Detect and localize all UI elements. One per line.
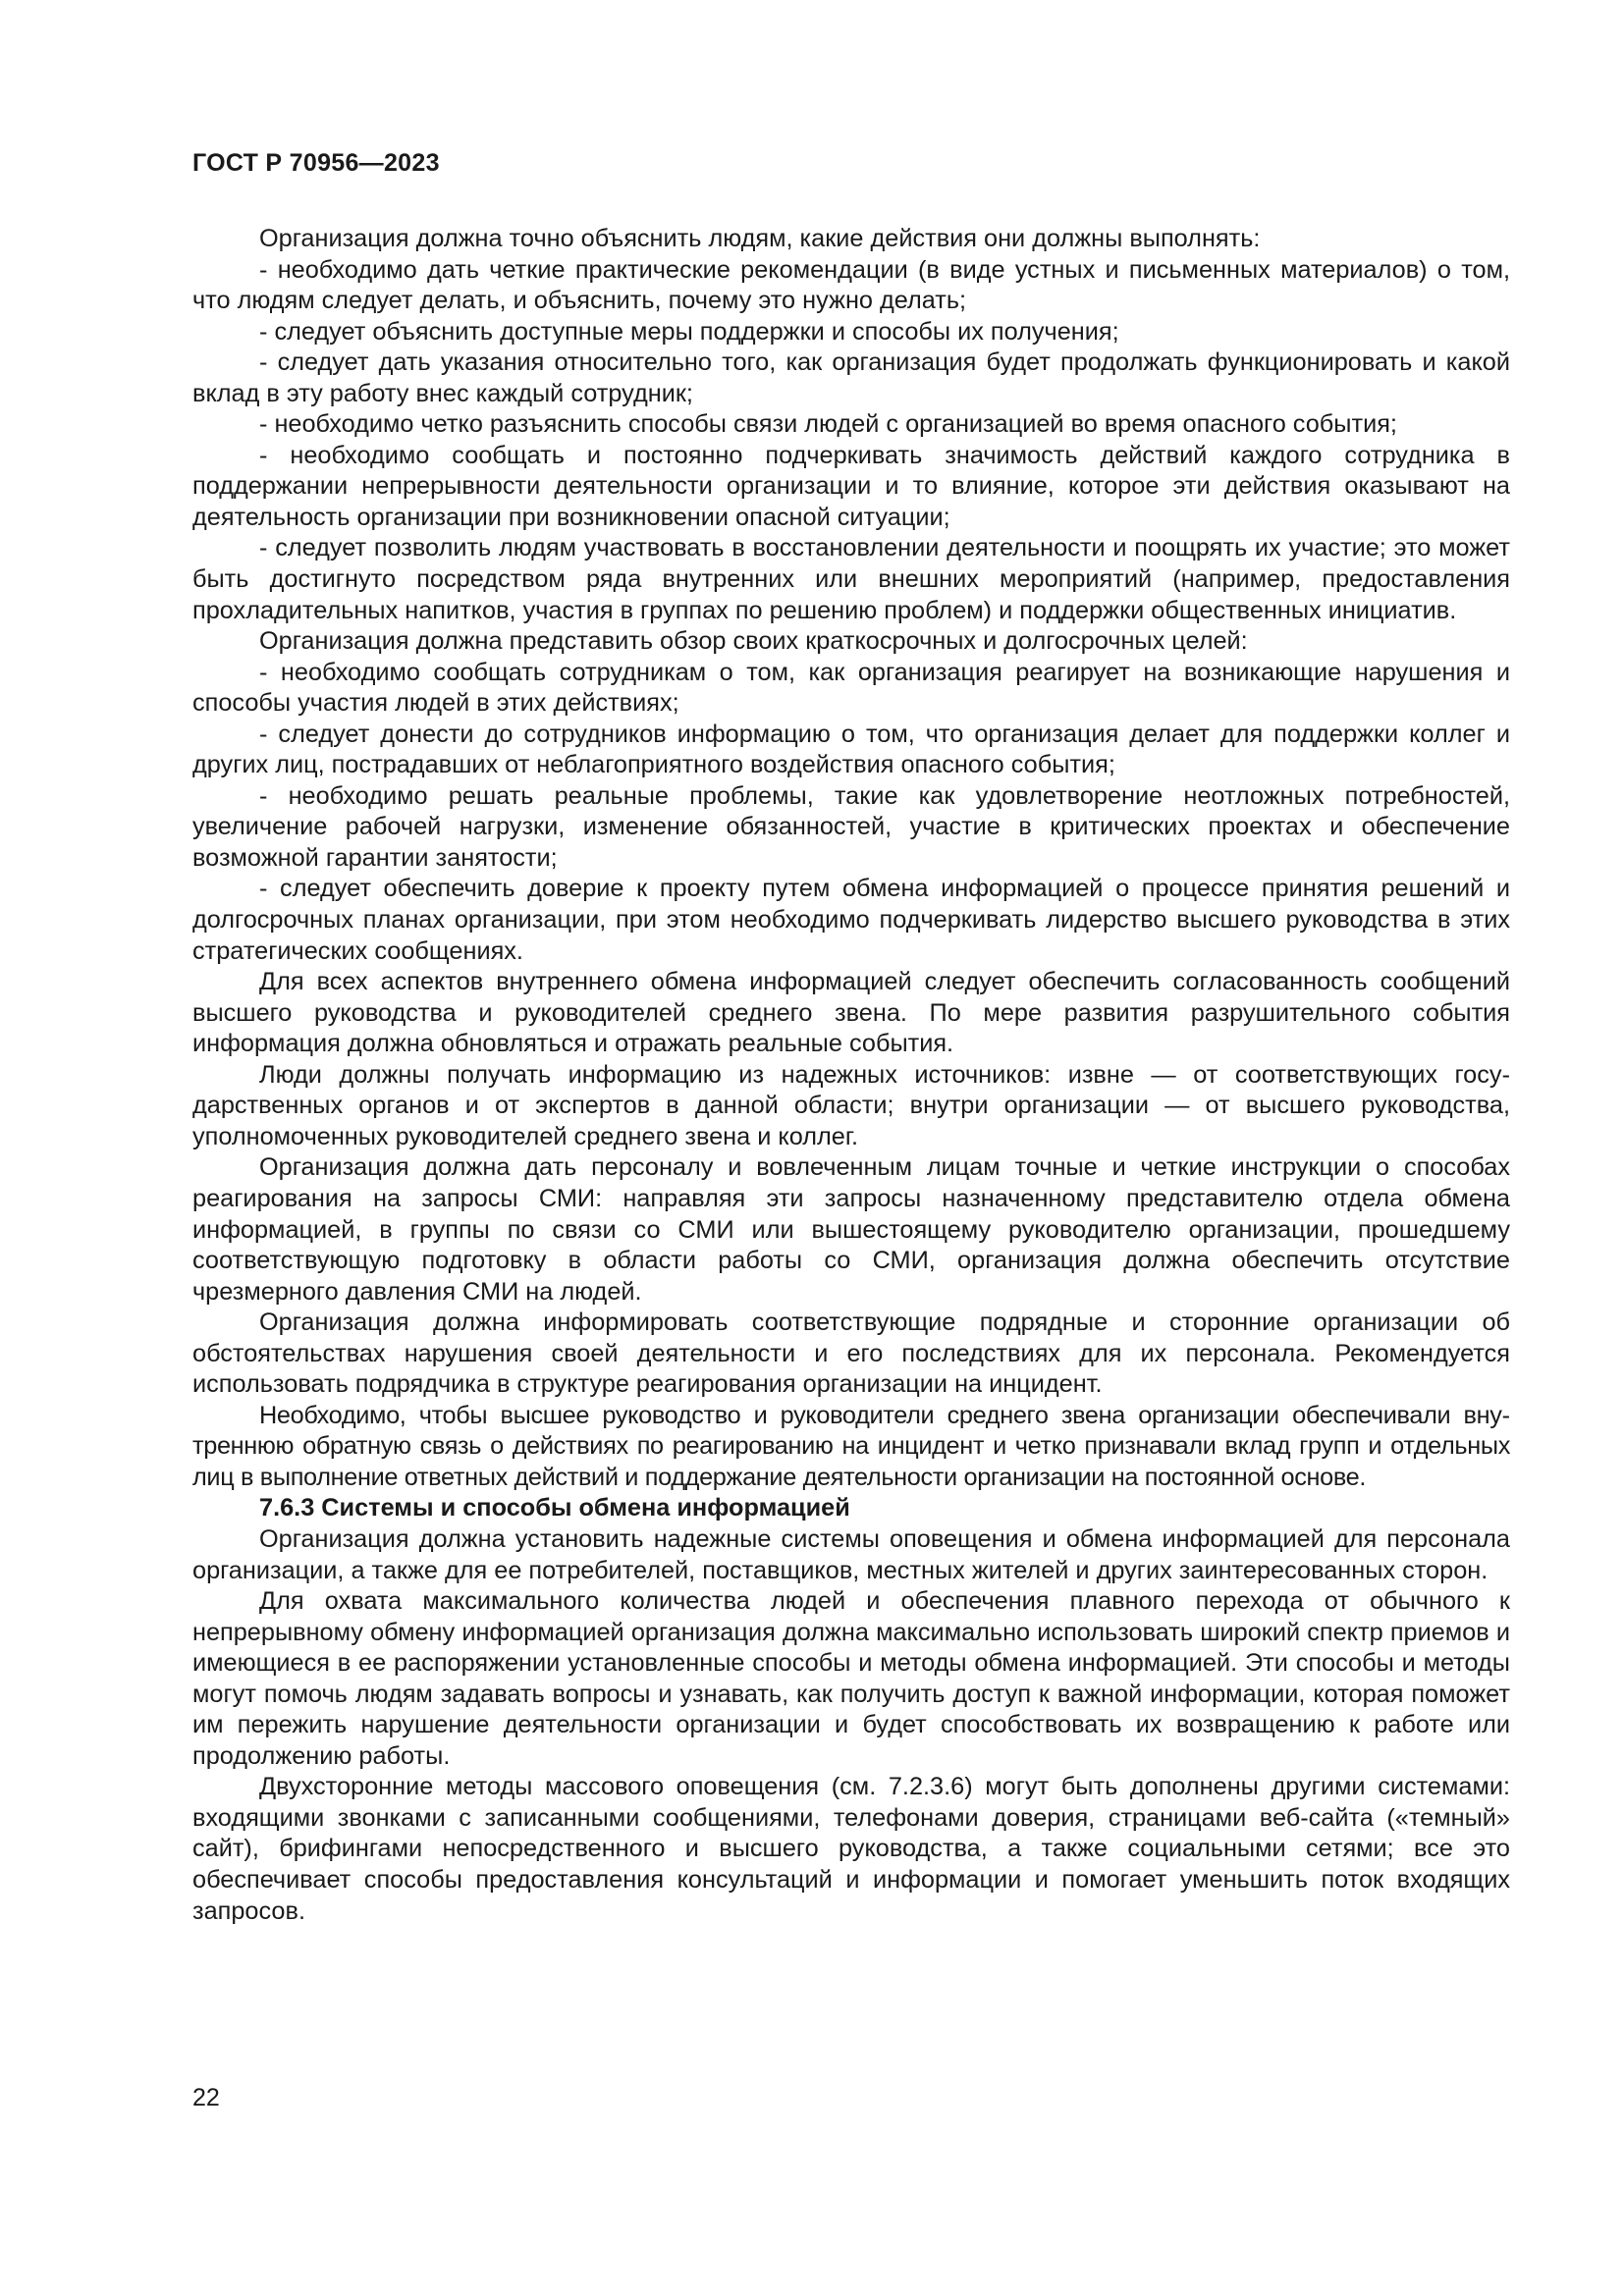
paragraph: Для всех аспектов внутреннего обмена информацией следует обеспечить согласованность сообщений высшего руководства и руководителей среднего звена. По мере развития разрушительного события информация должна обновляться и отражать реальные события. bbox=[192, 968, 1510, 1058]
document-header: ГОСТ Р 70956—2023 bbox=[192, 149, 440, 177]
list-item: - необходимо сообщать сотрудникам о том, как организация реагирует на возникающие нарушения и способы участия людей в этих действиях; bbox=[192, 658, 1510, 718]
paragraph: Для охвата максимального количества людей и обеспечения плавного перехода от обычного к непрерывному обмену информацией организация должна максимально использовать широкий спектр приемов и имеющиеся в ее распоряжении установленные способы и методы обмена информацией. Эти способы и методы могут помочь людям задавать вопросы и узнавать, как получить доступ к важной информации, которая поможет им пережить нарушение деятельности организации и будет способствовать их возвращению к работе или продолжению работы. bbox=[192, 1587, 1510, 1770]
paragraph: Организация должна установить надежные системы оповещения и обмена информацией для персонала организации, а также для ее потребителей, поставщиков, местных жителей и других заинтересованных сторон. bbox=[192, 1524, 1510, 1584]
paragraph: Организация должна точно объяснить людям, какие действия они должны выполнять: bbox=[259, 225, 1261, 252]
paragraph: Организация должна дать персоналу и вовлеченным лицам точные и четкие инструкции о способах реагирования на запросы СМИ: направляя эти запросы назначенному представителю отдела обмена информацией, в группы по связи со СМИ или вышестоящему руководителю организации, прошедшему соответствующую подготовку в области работы со СМИ, организация должна обеспечить отсутствие чрезмерного давления СМИ на людей. bbox=[192, 1153, 1510, 1306]
section-heading: 7.6.3 Системы и способы обмена информацией bbox=[259, 1494, 850, 1522]
list-item: - следует дать указания относительно того, как организация будет продолжать функционировать и какой вклад в эту работу внес каждый сотрудник; bbox=[192, 348, 1510, 407]
paragraph: Организация должна представить обзор своих краткосрочных и долгосрочных целей: bbox=[259, 627, 1248, 656]
paragraph: Двухсторонние методы массового оповещения (см. 7.2.3.6) могут быть дополнены другими системами: входящими звонками с записанными сообщениями, телефонами доверия, страницами веб-сайта («темный» сайт), брифингами непосредственного и высшего руководства, а также социальными сетями; все это обеспечивает способы предоставления консультаций и информации и помогает уменьшить поток входящих запросов. bbox=[192, 1773, 1510, 1925]
list-item: - необходимо сообщать и постоянно подчеркивать значимость действий каждого сотрудника в поддержании непрерывности деятельности организации и то влияние, которое эти действия оказывают на деятельность организации при возникновении опасной ситуации; bbox=[192, 441, 1510, 531]
paragraph: Необходимо, чтобы высшее руководство и руководители среднего звена организации обеспечивали внутреннюю обратную связь о действиях по реагированию на инцидент и четко признавали вклад групп и отдельных лиц в выполнение ответных действий и поддержание деятельности организации на постоянной основе. bbox=[192, 1401, 1510, 1491]
list-item: - следует объяснить доступные меры поддержки и способы их получения; bbox=[259, 317, 1119, 346]
paragraph: Организация должна информировать соответствующие подрядные и сторонние организации об обстоятельствах нарушения своей деятельности и его последствиях для их персонала. Рекомендуется использовать подрядчика в структуре реагирования организации на инцидент. bbox=[192, 1308, 1510, 1399]
page-number: 22 bbox=[192, 2084, 220, 2111]
list-item: - следует донести до сотрудников информацию о том, что организация делает для поддержки коллег и других лиц, пострадавших от неблагоприятного воздействия опасного события; bbox=[192, 720, 1510, 779]
list-item: - необходимо четко разъяснить способы связи людей с организацией во время опасного события; bbox=[259, 410, 1397, 439]
list-item: - следует обеспечить доверие к проекту путем обмена информацией о процессе принятия решений и долгосрочных планах организации, при этом необходимо подчеркивать лидерство высшего руководства в этих стратегических сообщениях. bbox=[192, 875, 1510, 965]
document-body bbox=[192, 224, 1510, 1927]
list-item: - необходимо дать четкие практические рекомендации (в виде устных и письменных материалов) о том, что людям следует делать, и объяснить, почему это нужно делать; bbox=[192, 255, 1510, 315]
list-item: - необходимо решать реальные проблемы, такие как удовлетворение неотложных потребностей, увеличение рабочей нагрузки, изменение обязанностей, участие в критических проектах и обеспечение возможной гарантии занятости; bbox=[192, 781, 1510, 872]
paragraph: Люди должны получать информацию из надежных источников: извне — от соответствующих государственных органов и от экспертов в данной области; внутри организации — от высшего руководства, уполномоченных руководителей среднего звена и коллег. bbox=[192, 1060, 1510, 1150]
list-item: - следует позволить людям участвовать в восстановлении деятельности и поощрять их участие; это может быть достигнуто посредством ряда внутренних или внешних мероприятий (например, предоставления прохладительных напитков, участия в группах по решению проблем) и поддержки общественных инициатив. bbox=[192, 534, 1510, 624]
